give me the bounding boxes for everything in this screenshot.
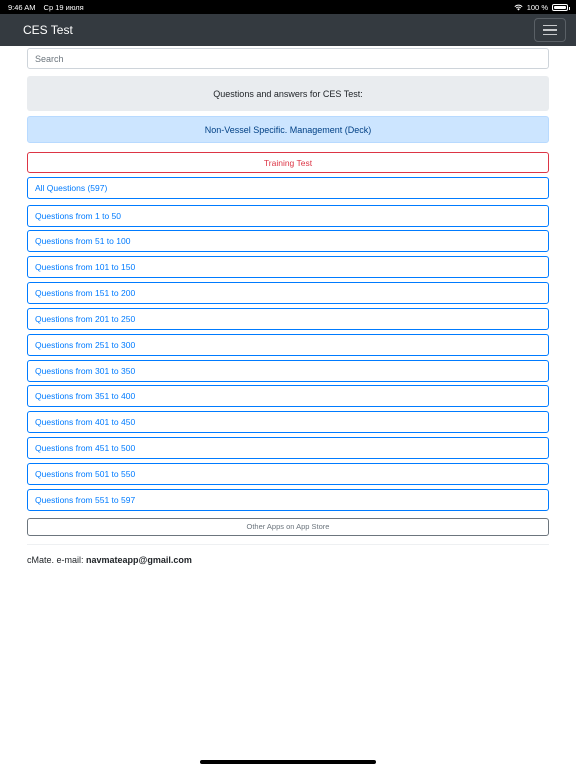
status-date: Ср 19 июля <box>43 2 84 12</box>
all-questions-button[interactable] <box>27 177 549 199</box>
app-title[interactable]: CES Test <box>23 23 73 37</box>
question-range-label: Questions from 501 to 550 <box>35 468 136 479</box>
divider <box>27 544 549 545</box>
battery-icon <box>552 4 568 11</box>
category-banner <box>27 116 549 143</box>
contact-email-link[interactable]: navmateapp@gmail.com <box>86 554 192 565</box>
footer-prefix: cMate. e-mail: <box>27 554 84 565</box>
main-content <box>27 48 549 565</box>
question-range-label: Questions from 351 to 400 <box>35 391 136 402</box>
section-header-text: Questions and answers for CES Test: <box>213 88 363 99</box>
question-range-button[interactable] <box>27 256 549 278</box>
question-range-button[interactable] <box>27 489 549 511</box>
question-range-label: Questions from 151 to 200 <box>35 288 136 299</box>
question-range-label: Questions from 301 to 350 <box>35 365 136 376</box>
category-label: Non-Vessel Specific. Management (Deck) <box>204 124 372 135</box>
training-test-button[interactable] <box>27 152 549 173</box>
question-range-button[interactable] <box>27 282 549 304</box>
questions-list <box>27 177 549 511</box>
battery-percent: 100 % <box>526 2 548 12</box>
question-range-label: Questions from 451 to 500 <box>35 443 136 454</box>
status-bar <box>0 0 576 14</box>
all-questions-label: All Questions (597) <box>35 183 108 193</box>
navbar <box>0 14 576 46</box>
question-range-label: Questions from 251 to 300 <box>35 339 136 350</box>
question-range-label: Questions from 551 to 597 <box>35 494 136 505</box>
question-range-button[interactable] <box>27 385 549 407</box>
question-range-label: Questions from 201 to 250 <box>35 313 136 324</box>
home-indicator[interactable] <box>200 760 376 764</box>
status-time: 9:46 AM <box>8 2 36 12</box>
hamburger-menu-icon[interactable] <box>534 18 566 42</box>
question-range-label: Questions from 1 to 50 <box>35 210 121 221</box>
question-range-button[interactable] <box>27 230 549 252</box>
other-apps-button[interactable] <box>27 518 549 536</box>
question-range-label: Questions from 401 to 450 <box>35 417 136 428</box>
training-test-label: Training Test <box>263 157 313 168</box>
question-range-button[interactable] <box>27 411 549 433</box>
other-apps-label: Other Apps on App Store <box>246 522 330 532</box>
question-range-button[interactable] <box>27 360 549 382</box>
question-range-label: Questions from 51 to 100 <box>35 236 131 247</box>
footer <box>27 555 549 565</box>
question-range-button[interactable] <box>27 308 549 330</box>
question-range-label: Questions from 101 to 150 <box>35 262 136 273</box>
question-range-button[interactable] <box>27 437 549 459</box>
question-range-button[interactable] <box>27 205 549 227</box>
search-input[interactable] <box>27 48 549 69</box>
question-range-button[interactable] <box>27 463 549 485</box>
section-header <box>27 76 549 111</box>
wifi-icon <box>514 4 523 11</box>
question-range-button[interactable] <box>27 334 549 356</box>
